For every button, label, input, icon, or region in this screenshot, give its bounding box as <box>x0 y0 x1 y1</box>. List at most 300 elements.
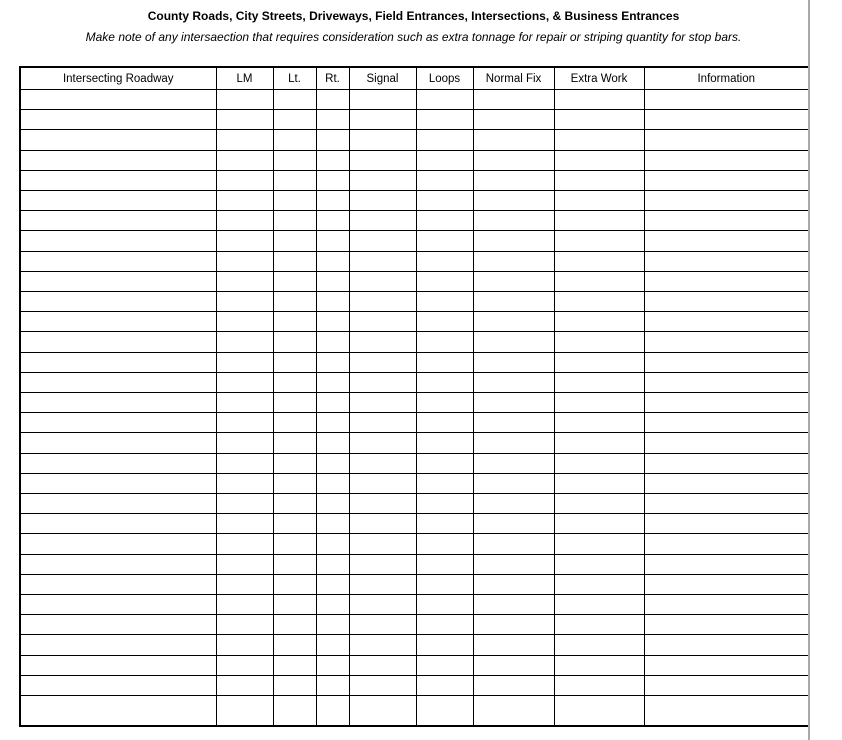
cell-information[interactable] <box>644 655 809 675</box>
cell-rt[interactable] <box>316 574 349 594</box>
cell-lm[interactable] <box>216 150 273 170</box>
cell-information[interactable] <box>644 251 809 271</box>
cell-normal-fix[interactable] <box>473 292 554 312</box>
cell-information[interactable] <box>644 494 809 514</box>
cell-normal-fix[interactable] <box>473 372 554 392</box>
cell-signal[interactable] <box>349 595 416 615</box>
cell-rt[interactable] <box>316 534 349 554</box>
cell-signal[interactable] <box>349 191 416 211</box>
table-row <box>20 413 809 433</box>
cell-signal[interactable] <box>349 130 416 150</box>
cell-loops[interactable] <box>416 271 473 291</box>
cell-signal[interactable] <box>349 635 416 655</box>
cell-lm[interactable] <box>216 696 273 726</box>
cell-extra-work[interactable] <box>554 170 644 190</box>
cell-loops[interactable] <box>416 574 473 594</box>
cell-normal-fix[interactable] <box>473 453 554 473</box>
table-row <box>20 635 809 655</box>
table-header-row <box>20 67 809 90</box>
table-row <box>20 675 809 695</box>
cell-signal[interactable] <box>349 332 416 352</box>
cell-information[interactable] <box>644 635 809 655</box>
cell-intersecting-roadway[interactable] <box>20 574 216 594</box>
cell-loops[interactable] <box>416 251 473 271</box>
cell-lm[interactable] <box>216 433 273 453</box>
cell-normal-fix[interactable] <box>473 473 554 493</box>
cell-intersecting-roadway[interactable] <box>20 352 216 372</box>
cell-normal-fix[interactable] <box>473 251 554 271</box>
cell-rt[interactable] <box>316 251 349 271</box>
cell-signal[interactable] <box>349 251 416 271</box>
cell-intersecting-roadway[interactable] <box>20 534 216 554</box>
cell-loops[interactable] <box>416 413 473 433</box>
cell-rt[interactable] <box>316 150 349 170</box>
cell-intersecting-roadway[interactable] <box>20 655 216 675</box>
cell-information[interactable] <box>644 453 809 473</box>
cell-loops[interactable] <box>416 393 473 413</box>
cell-extra-work[interactable] <box>554 292 644 312</box>
table-row <box>20 110 809 130</box>
cell-signal[interactable] <box>349 292 416 312</box>
cell-lm[interactable] <box>216 271 273 291</box>
cell-extra-work[interactable] <box>554 514 644 534</box>
cell-rt[interactable] <box>316 696 349 726</box>
cell-normal-fix[interactable] <box>473 271 554 291</box>
cell-loops[interactable] <box>416 150 473 170</box>
cell-normal-fix[interactable] <box>473 211 554 231</box>
cell-signal[interactable] <box>349 413 416 433</box>
cell-lm[interactable] <box>216 534 273 554</box>
cell-signal[interactable] <box>349 372 416 392</box>
cell-information[interactable] <box>644 231 809 251</box>
cell-lm[interactable] <box>216 514 273 534</box>
cell-information[interactable] <box>644 534 809 554</box>
cell-normal-fix[interactable] <box>473 231 554 251</box>
cell-lt[interactable] <box>273 494 316 514</box>
cell-intersecting-roadway[interactable] <box>20 191 216 211</box>
cell-normal-fix[interactable] <box>473 433 554 453</box>
cell-lt[interactable] <box>273 130 316 150</box>
cell-lm[interactable] <box>216 332 273 352</box>
cell-lm[interactable] <box>216 251 273 271</box>
cell-rt[interactable] <box>316 231 349 251</box>
cell-normal-fix[interactable] <box>473 574 554 594</box>
cell-intersecting-roadway[interactable] <box>20 554 216 574</box>
cell-lt[interactable] <box>273 231 316 251</box>
cell-rt[interactable] <box>316 191 349 211</box>
cell-normal-fix[interactable] <box>473 352 554 372</box>
cell-signal[interactable] <box>349 231 416 251</box>
cell-lt[interactable] <box>273 170 316 190</box>
cell-intersecting-roadway[interactable] <box>20 393 216 413</box>
cell-extra-work[interactable] <box>554 271 644 291</box>
cell-intersecting-roadway[interactable] <box>20 514 216 534</box>
cell-information[interactable] <box>644 90 809 110</box>
cell-extra-work[interactable] <box>554 191 644 211</box>
cell-lm[interactable] <box>216 130 273 150</box>
cell-lt[interactable] <box>273 372 316 392</box>
cell-loops[interactable] <box>416 211 473 231</box>
cell-intersecting-roadway[interactable] <box>20 473 216 493</box>
table-row <box>20 393 809 413</box>
cell-information[interactable] <box>644 413 809 433</box>
cell-extra-work[interactable] <box>554 595 644 615</box>
cell-lm[interactable] <box>216 615 273 635</box>
cell-lm[interactable] <box>216 110 273 130</box>
cell-lt[interactable] <box>273 191 316 211</box>
cell-signal[interactable] <box>349 170 416 190</box>
cell-lt[interactable] <box>273 393 316 413</box>
cell-loops[interactable] <box>416 534 473 554</box>
cell-normal-fix[interactable] <box>473 615 554 635</box>
cell-extra-work[interactable] <box>554 696 644 726</box>
cell-rt[interactable] <box>316 494 349 514</box>
cell-rt[interactable] <box>316 675 349 695</box>
cell-intersecting-roadway[interactable] <box>20 150 216 170</box>
cell-rt[interactable] <box>316 655 349 675</box>
cell-intersecting-roadway[interactable] <box>20 413 216 433</box>
cell-intersecting-roadway[interactable] <box>20 312 216 332</box>
table-row <box>20 372 809 392</box>
cell-signal[interactable] <box>349 211 416 231</box>
cell-lt[interactable] <box>273 675 316 695</box>
cell-information[interactable] <box>644 130 809 150</box>
cell-lm[interactable] <box>216 170 273 190</box>
cell-loops[interactable] <box>416 90 473 110</box>
cell-loops[interactable] <box>416 473 473 493</box>
cell-extra-work[interactable] <box>554 433 644 453</box>
table-row <box>20 191 809 211</box>
cell-lt[interactable] <box>273 271 316 291</box>
cell-loops[interactable] <box>416 433 473 453</box>
cell-signal[interactable] <box>349 473 416 493</box>
cell-information[interactable] <box>644 675 809 695</box>
cell-loops[interactable] <box>416 675 473 695</box>
cell-lm[interactable] <box>216 554 273 574</box>
cell-signal[interactable] <box>349 675 416 695</box>
cell-extra-work[interactable] <box>554 150 644 170</box>
cell-loops[interactable] <box>416 453 473 473</box>
cell-extra-work[interactable] <box>554 312 644 332</box>
roads-table <box>19 66 810 727</box>
cell-lt[interactable] <box>273 473 316 493</box>
cell-lt[interactable] <box>273 90 316 110</box>
column-header-information: Information <box>644 67 809 90</box>
cell-loops[interactable] <box>416 332 473 352</box>
cell-rt[interactable] <box>316 110 349 130</box>
cell-extra-work[interactable] <box>554 675 644 695</box>
cell-extra-work[interactable] <box>554 90 644 110</box>
cell-loops[interactable] <box>416 130 473 150</box>
cell-extra-work[interactable] <box>554 393 644 413</box>
cell-information[interactable] <box>644 332 809 352</box>
cell-lm[interactable] <box>216 352 273 372</box>
cell-lt[interactable] <box>273 292 316 312</box>
column-header-lt: Lt. <box>273 67 316 90</box>
cell-lt[interactable] <box>273 574 316 594</box>
cell-rt[interactable] <box>316 615 349 635</box>
cell-rt[interactable] <box>316 130 349 150</box>
cell-signal[interactable] <box>349 90 416 110</box>
cell-intersecting-roadway[interactable] <box>20 433 216 453</box>
cell-normal-fix[interactable] <box>473 191 554 211</box>
cell-loops[interactable] <box>416 231 473 251</box>
cell-normal-fix[interactable] <box>473 90 554 110</box>
cell-intersecting-roadway[interactable] <box>20 211 216 231</box>
cell-rt[interactable] <box>316 211 349 231</box>
cell-information[interactable] <box>644 312 809 332</box>
cell-lt[interactable] <box>273 453 316 473</box>
cell-rt[interactable] <box>316 372 349 392</box>
cell-lm[interactable] <box>216 494 273 514</box>
cell-intersecting-roadway[interactable] <box>20 696 216 726</box>
cell-normal-fix[interactable] <box>473 332 554 352</box>
cell-normal-fix[interactable] <box>473 534 554 554</box>
cell-normal-fix[interactable] <box>473 514 554 534</box>
cell-lt[interactable] <box>273 635 316 655</box>
cell-signal[interactable] <box>349 110 416 130</box>
cell-loops[interactable] <box>416 352 473 372</box>
cell-extra-work[interactable] <box>554 534 644 554</box>
page-subtitle: Make note of any intersaection that requires consideration such as extra tonnage for repair or striping quantity for stop bars. <box>85 30 742 44</box>
cell-information[interactable] <box>644 271 809 291</box>
cell-intersecting-roadway[interactable] <box>20 130 216 150</box>
cell-extra-work[interactable] <box>554 231 644 251</box>
cell-normal-fix[interactable] <box>473 675 554 695</box>
cell-normal-fix[interactable] <box>473 655 554 675</box>
cell-information[interactable] <box>644 211 809 231</box>
cell-lt[interactable] <box>273 312 316 332</box>
cell-intersecting-roadway[interactable] <box>20 635 216 655</box>
cell-lt[interactable] <box>273 514 316 534</box>
cell-loops[interactable] <box>416 191 473 211</box>
cell-intersecting-roadway[interactable] <box>20 615 216 635</box>
cell-lt[interactable] <box>273 534 316 554</box>
cell-rt[interactable] <box>316 635 349 655</box>
cell-loops[interactable] <box>416 170 473 190</box>
cell-signal[interactable] <box>349 352 416 372</box>
cell-information[interactable] <box>644 170 809 190</box>
cell-rt[interactable] <box>316 332 349 352</box>
cell-loops[interactable] <box>416 514 473 534</box>
cell-loops[interactable] <box>416 595 473 615</box>
cell-lm[interactable] <box>216 312 273 332</box>
cell-normal-fix[interactable] <box>473 312 554 332</box>
cell-lm[interactable] <box>216 372 273 392</box>
cell-signal[interactable] <box>349 494 416 514</box>
cell-lt[interactable] <box>273 433 316 453</box>
cell-normal-fix[interactable] <box>473 170 554 190</box>
cell-signal[interactable] <box>349 655 416 675</box>
cell-extra-work[interactable] <box>554 332 644 352</box>
cell-lm[interactable] <box>216 211 273 231</box>
cell-normal-fix[interactable] <box>473 494 554 514</box>
cell-lt[interactable] <box>273 615 316 635</box>
cell-loops[interactable] <box>416 655 473 675</box>
cell-lt[interactable] <box>273 110 316 130</box>
cell-rt[interactable] <box>316 170 349 190</box>
cell-lm[interactable] <box>216 191 273 211</box>
cell-extra-work[interactable] <box>554 251 644 271</box>
cell-loops[interactable] <box>416 292 473 312</box>
cell-loops[interactable] <box>416 110 473 130</box>
cell-intersecting-roadway[interactable] <box>20 332 216 352</box>
cell-normal-fix[interactable] <box>473 413 554 433</box>
cell-information[interactable] <box>644 393 809 413</box>
cell-signal[interactable] <box>349 574 416 594</box>
cell-rt[interactable] <box>316 352 349 372</box>
cell-normal-fix[interactable] <box>473 393 554 413</box>
cell-intersecting-roadway[interactable] <box>20 231 216 251</box>
cell-signal[interactable] <box>349 615 416 635</box>
cell-rt[interactable] <box>316 292 349 312</box>
cell-information[interactable] <box>644 433 809 453</box>
column-header-rt: Rt. <box>316 67 349 90</box>
cell-normal-fix[interactable] <box>473 554 554 574</box>
cell-intersecting-roadway[interactable] <box>20 292 216 312</box>
cell-intersecting-roadway[interactable] <box>20 110 216 130</box>
cell-lt[interactable] <box>273 655 316 675</box>
cell-signal[interactable] <box>349 534 416 554</box>
cell-loops[interactable] <box>416 554 473 574</box>
cell-intersecting-roadway[interactable] <box>20 372 216 392</box>
cell-normal-fix[interactable] <box>473 110 554 130</box>
cell-extra-work[interactable] <box>554 352 644 372</box>
cell-information[interactable] <box>644 615 809 635</box>
cell-rt[interactable] <box>316 312 349 332</box>
cell-signal[interactable] <box>349 514 416 534</box>
cell-rt[interactable] <box>316 453 349 473</box>
cell-lt[interactable] <box>273 211 316 231</box>
cell-lm[interactable] <box>216 393 273 413</box>
table-row <box>20 251 809 271</box>
cell-lt[interactable] <box>273 554 316 574</box>
cell-information[interactable] <box>644 574 809 594</box>
cell-lm[interactable] <box>216 90 273 110</box>
cell-intersecting-roadway[interactable] <box>20 90 216 110</box>
table-row <box>20 211 809 231</box>
cell-information[interactable] <box>644 473 809 493</box>
cell-lt[interactable] <box>273 696 316 726</box>
cell-intersecting-roadway[interactable] <box>20 271 216 291</box>
cell-intersecting-roadway[interactable] <box>20 595 216 615</box>
cell-normal-fix[interactable] <box>473 595 554 615</box>
cell-rt[interactable] <box>316 90 349 110</box>
table-row <box>20 332 809 352</box>
cell-lt[interactable] <box>273 332 316 352</box>
cell-intersecting-roadway[interactable] <box>20 494 216 514</box>
cell-lm[interactable] <box>216 292 273 312</box>
cell-extra-work[interactable] <box>554 655 644 675</box>
cell-rt[interactable] <box>316 595 349 615</box>
cell-signal[interactable] <box>349 554 416 574</box>
cell-normal-fix[interactable] <box>473 635 554 655</box>
cell-rt[interactable] <box>316 554 349 574</box>
cell-lt[interactable] <box>273 413 316 433</box>
cell-loops[interactable] <box>416 696 473 726</box>
cell-information[interactable] <box>644 150 809 170</box>
cell-information[interactable] <box>644 191 809 211</box>
cell-loops[interactable] <box>416 615 473 635</box>
cell-information[interactable] <box>644 372 809 392</box>
cell-information[interactable] <box>644 292 809 312</box>
cell-loops[interactable] <box>416 312 473 332</box>
cell-lm[interactable] <box>216 231 273 251</box>
cell-extra-work[interactable] <box>554 211 644 231</box>
cell-lm[interactable] <box>216 453 273 473</box>
cell-intersecting-roadway[interactable] <box>20 675 216 695</box>
cell-extra-work[interactable] <box>554 473 644 493</box>
cell-extra-work[interactable] <box>554 372 644 392</box>
cell-rt[interactable] <box>316 473 349 493</box>
cell-extra-work[interactable] <box>554 110 644 130</box>
cell-information[interactable] <box>644 554 809 574</box>
cell-extra-work[interactable] <box>554 615 644 635</box>
cell-loops[interactable] <box>416 635 473 655</box>
cell-lm[interactable] <box>216 574 273 594</box>
cell-extra-work[interactable] <box>554 635 644 655</box>
cell-rt[interactable] <box>316 393 349 413</box>
cell-lt[interactable] <box>273 352 316 372</box>
cell-intersecting-roadway[interactable] <box>20 251 216 271</box>
cell-rt[interactable] <box>316 433 349 453</box>
cell-information[interactable] <box>644 352 809 372</box>
cell-extra-work[interactable] <box>554 494 644 514</box>
page-title: County Roads, City Streets, Driveways, Field Entrances, Intersections, & Business Entrances <box>147 9 680 23</box>
cell-lm[interactable] <box>216 635 273 655</box>
cell-extra-work[interactable] <box>554 453 644 473</box>
cell-information[interactable] <box>644 696 809 726</box>
cell-signal[interactable] <box>349 312 416 332</box>
cell-loops[interactable] <box>416 372 473 392</box>
document-header <box>19 0 808 44</box>
cell-signal[interactable] <box>349 696 416 726</box>
cell-lm[interactable] <box>216 655 273 675</box>
cell-normal-fix[interactable] <box>473 130 554 150</box>
cell-lt[interactable] <box>273 251 316 271</box>
cell-signal[interactable] <box>349 433 416 453</box>
cell-rt[interactable] <box>316 514 349 534</box>
column-header-normal-fix: Normal Fix <box>473 67 554 90</box>
cell-extra-work[interactable] <box>554 574 644 594</box>
cell-information[interactable] <box>644 514 809 534</box>
cell-extra-work[interactable] <box>554 130 644 150</box>
cell-intersecting-roadway[interactable] <box>20 170 216 190</box>
cell-normal-fix[interactable] <box>473 150 554 170</box>
cell-lt[interactable] <box>273 150 316 170</box>
cell-signal[interactable] <box>349 393 416 413</box>
cell-lm[interactable] <box>216 473 273 493</box>
cell-lt[interactable] <box>273 595 316 615</box>
cell-extra-work[interactable] <box>554 554 644 574</box>
cell-normal-fix[interactable] <box>473 696 554 726</box>
cell-rt[interactable] <box>316 271 349 291</box>
cell-rt[interactable] <box>316 413 349 433</box>
table-row <box>20 554 809 574</box>
cell-loops[interactable] <box>416 494 473 514</box>
cell-information[interactable] <box>644 110 809 130</box>
cell-lm[interactable] <box>216 413 273 433</box>
cell-extra-work[interactable] <box>554 413 644 433</box>
cell-lm[interactable] <box>216 675 273 695</box>
cell-lm[interactable] <box>216 595 273 615</box>
cell-intersecting-roadway[interactable] <box>20 453 216 473</box>
cell-signal[interactable] <box>349 150 416 170</box>
page-edge-line <box>808 0 810 740</box>
cell-signal[interactable] <box>349 271 416 291</box>
cell-information[interactable] <box>644 595 809 615</box>
cell-signal[interactable] <box>349 453 416 473</box>
